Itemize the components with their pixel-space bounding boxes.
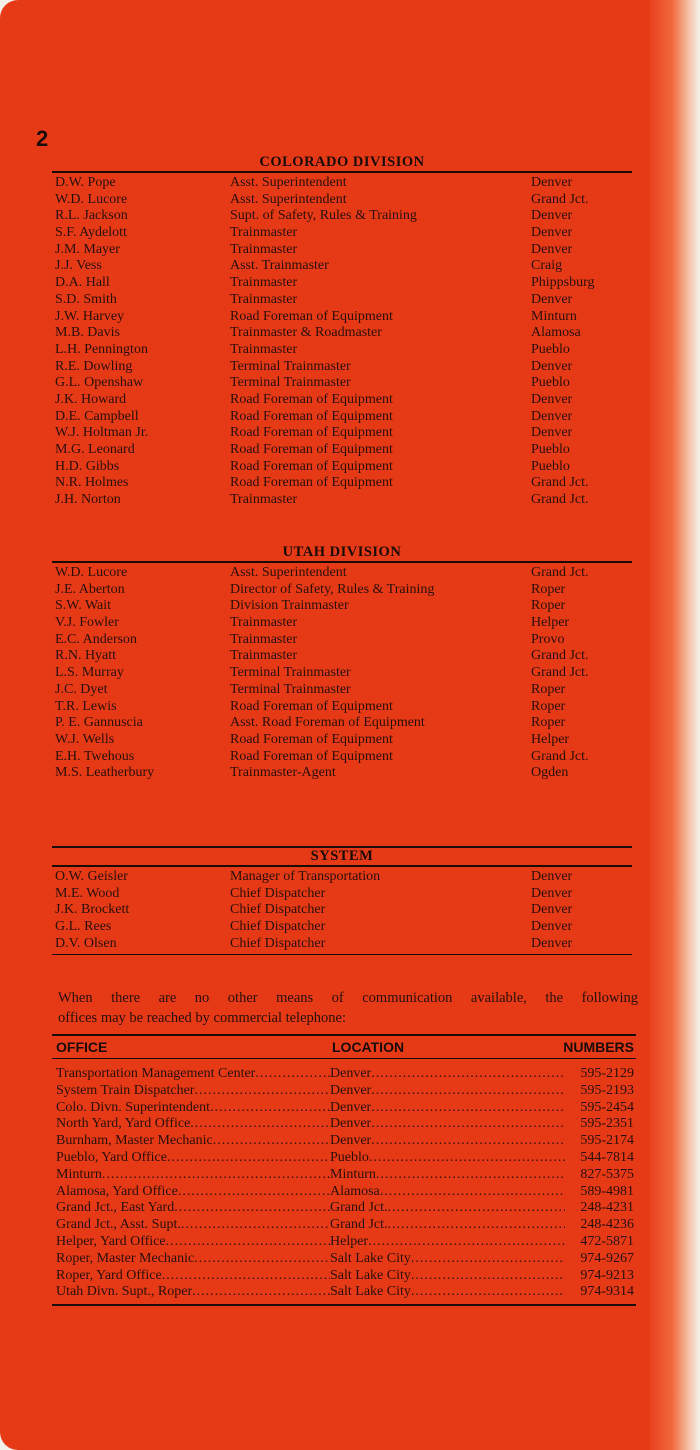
roster-row xyxy=(52,258,632,275)
job-location: Denver xyxy=(531,225,573,241)
roster-row xyxy=(52,292,632,309)
header-location: LOCATION xyxy=(332,1039,405,1055)
job-location: Pueblo xyxy=(531,341,570,357)
phone-number: 248-4236 xyxy=(580,1217,634,1233)
job-title: Trainmaster xyxy=(230,341,298,357)
job-title: Road Foreman of Equipment xyxy=(230,308,393,324)
roster-row xyxy=(52,275,632,292)
phone-number: 589-4981 xyxy=(580,1183,634,1199)
phone-number: 595-2174 xyxy=(580,1133,634,1149)
job-title: Asst. Superintendent xyxy=(230,175,347,190)
roster-row xyxy=(52,392,632,409)
job-title: Terminal Trainmaster xyxy=(230,358,351,374)
job-title: Trainmaster xyxy=(230,615,298,631)
section-title: COLORADO DIVISION xyxy=(259,154,425,170)
dot-leader xyxy=(388,1217,565,1234)
dot-leader xyxy=(102,1167,330,1184)
phone-row xyxy=(52,1150,636,1167)
job-title: Terminal Trainmaster xyxy=(230,681,351,697)
job-title: Trainmaster xyxy=(230,631,298,647)
office-name: Alamosa, Yard Office xyxy=(56,1183,178,1199)
job-title: Division Trainmaster xyxy=(230,598,349,614)
roster-row xyxy=(52,565,632,582)
office-name: Roper, Master Mechanic xyxy=(56,1250,195,1266)
office-location: Salt Lake City xyxy=(330,1284,411,1300)
phone-rows xyxy=(52,1059,636,1301)
office-location: Denver xyxy=(330,1099,372,1115)
person-name: V.J. Fowler xyxy=(55,615,119,631)
job-location: Roper xyxy=(531,715,566,731)
person-name: M.B. Davis xyxy=(55,325,120,341)
roster-row xyxy=(52,409,632,426)
job-title: Terminal Trainmaster xyxy=(230,375,351,391)
office-location: Grand Jct. xyxy=(330,1217,388,1233)
job-title: Trainmaster xyxy=(230,291,298,307)
office-name: Pueblo, Yard Office xyxy=(56,1149,167,1165)
job-location: Grand Jct. xyxy=(531,665,589,681)
utah-roster xyxy=(52,563,632,782)
person-name: G.L. Openshaw xyxy=(55,375,144,391)
person-name: S.F. Aydelott xyxy=(55,225,127,241)
office-name: Colo. Divn. Superintendent xyxy=(56,1099,210,1115)
colorado-division-section xyxy=(52,154,632,509)
dot-leader xyxy=(162,1268,330,1285)
person-name: M.E. Wood xyxy=(55,885,120,901)
phone-number: 827-5375 xyxy=(580,1166,634,1182)
job-location: Denver xyxy=(531,291,573,307)
job-location: Roper xyxy=(531,598,566,614)
person-name: D.A. Hall xyxy=(55,275,110,291)
person-name: W.D. Lucore xyxy=(55,565,128,580)
office-name: Minturn xyxy=(56,1166,102,1182)
roster-row xyxy=(52,665,632,682)
page-edge xyxy=(650,0,700,1450)
job-title: Road Foreman of Equipment xyxy=(230,442,393,457)
section-title: UTAH DIVISION xyxy=(282,544,402,560)
office-location: Pueblo xyxy=(330,1149,369,1165)
dot-leader xyxy=(411,1284,565,1301)
job-title: Chief Dispatcher xyxy=(230,902,326,918)
dot-leader xyxy=(380,1184,565,1201)
job-location: Denver xyxy=(531,885,573,901)
phone-row xyxy=(52,1167,636,1184)
person-name: R.L. Jackson xyxy=(55,208,128,224)
job-title: Road Foreman of Equipment xyxy=(230,425,393,441)
roster-row xyxy=(52,459,632,476)
office-name: Burnham, Master Mechanic xyxy=(56,1133,213,1149)
roster-row xyxy=(52,375,632,392)
job-title: Trainmaster xyxy=(230,648,298,664)
office-location: Salt Lake City xyxy=(330,1267,411,1283)
person-name: H.D. Gibbs xyxy=(55,458,120,474)
roster-row xyxy=(52,175,632,192)
phone-row xyxy=(52,1100,636,1117)
office-location: Grand Jct. xyxy=(330,1200,388,1216)
phone-row xyxy=(52,1200,636,1217)
job-title: Trainmaster xyxy=(230,275,298,291)
roster-row xyxy=(52,309,632,326)
person-name: J.M. Mayer xyxy=(55,241,120,257)
job-title: Supt. of Safety, Rules & Training xyxy=(230,208,417,224)
phone-directory xyxy=(52,1034,636,1306)
dot-leader xyxy=(371,1116,565,1133)
job-title: Asst. Superintendent xyxy=(230,565,347,580)
roster-row xyxy=(52,492,632,509)
job-location: Denver xyxy=(531,902,573,918)
person-name: M.G. Leonard xyxy=(55,442,135,457)
office-location: Helper xyxy=(330,1233,369,1249)
roster-row xyxy=(52,242,632,259)
office-name: Helper, Yard Office xyxy=(56,1233,166,1249)
roster-row xyxy=(52,902,632,919)
system-roster xyxy=(52,867,632,952)
roster-row xyxy=(52,919,632,936)
dot-leader xyxy=(178,1184,330,1201)
person-name: W.D. Lucore xyxy=(55,191,128,207)
office-location: Salt Lake City xyxy=(330,1250,411,1266)
phone-row xyxy=(52,1217,636,1234)
roster-row xyxy=(52,425,632,442)
dot-leader xyxy=(371,1083,565,1100)
job-location: Denver xyxy=(531,919,573,935)
job-location: Denver xyxy=(531,391,573,407)
job-location: Denver xyxy=(531,408,573,424)
telephone-intro xyxy=(58,988,638,1028)
dot-leader xyxy=(166,1234,330,1251)
job-title: Trainmaster xyxy=(230,241,298,257)
phone-row xyxy=(52,1251,636,1268)
roster-row xyxy=(52,208,632,225)
person-name: J.C. Dyet xyxy=(55,681,108,697)
office-name: North Yard, Yard Office xyxy=(56,1116,191,1132)
job-title: Trainmaster-Agent xyxy=(230,765,336,781)
job-location: Roper xyxy=(531,581,566,597)
job-title: Chief Dispatcher xyxy=(230,885,326,901)
office-location: Alamosa xyxy=(330,1183,380,1199)
office-location: Minturn xyxy=(330,1166,376,1182)
system-section xyxy=(52,846,632,955)
job-location: Grand Jct. xyxy=(531,492,589,508)
roster-row xyxy=(52,749,632,766)
job-title: Director of Safety, Rules & Training xyxy=(230,581,435,597)
job-location: Pueblo xyxy=(531,458,570,474)
job-title: Chief Dispatcher xyxy=(230,919,326,935)
dot-leader xyxy=(411,1251,565,1268)
office-name: Grand Jct., Asst. Supt. xyxy=(56,1217,181,1233)
person-name: R.N. Hyatt xyxy=(55,648,117,664)
job-location: Helper xyxy=(531,731,570,747)
dot-leader xyxy=(213,1133,330,1150)
dot-leader xyxy=(376,1167,565,1184)
job-title: Road Foreman of Equipment xyxy=(230,475,393,491)
roster-row xyxy=(52,342,632,359)
job-title: Road Foreman of Equipment xyxy=(230,391,393,407)
person-name: J.E. Aberton xyxy=(55,581,125,597)
roster-row xyxy=(52,648,632,665)
phone-row xyxy=(52,1184,636,1201)
dot-leader xyxy=(371,1066,565,1083)
office-name: Grand Jct., East Yard xyxy=(56,1200,175,1216)
job-location: Grand Jct. xyxy=(531,191,589,207)
job-location: Provo xyxy=(531,631,565,647)
dot-leader xyxy=(192,1284,330,1301)
roster-row xyxy=(52,886,632,903)
person-name: J.K. Howard xyxy=(55,391,127,407)
office-name: Transportation Management Center xyxy=(56,1066,256,1081)
phone-number: 544-7814 xyxy=(580,1149,634,1165)
header-office: OFFICE xyxy=(56,1039,108,1055)
dot-leader xyxy=(167,1150,330,1167)
person-name: L.H. Pennington xyxy=(55,341,148,357)
roster-row xyxy=(52,192,632,209)
phone-row xyxy=(52,1116,636,1133)
job-title: Trainmaster xyxy=(230,492,298,508)
roster-row xyxy=(52,582,632,599)
office-name: Roper, Yard Office xyxy=(56,1267,162,1283)
person-name: E.H. Twehous xyxy=(55,748,135,764)
phone-row xyxy=(52,1066,636,1083)
dot-leader xyxy=(368,1234,565,1251)
person-name: P. E. Gannuscia xyxy=(55,715,143,731)
person-name: W.J. Wells xyxy=(55,731,115,747)
phone-number: 595-2193 xyxy=(580,1082,634,1098)
office-location: Denver xyxy=(330,1082,372,1098)
intro-line-2: offices may be reached by commercial telephone: xyxy=(58,1010,346,1026)
phone-number: 974-9314 xyxy=(580,1284,634,1300)
roster-row xyxy=(52,359,632,376)
phone-number: 595-2129 xyxy=(580,1066,634,1081)
job-title: Road Foreman of Equipment xyxy=(230,458,393,474)
person-name: J.K. Brockett xyxy=(55,902,130,918)
roster-row xyxy=(52,869,632,886)
dot-leader xyxy=(190,1116,330,1133)
job-location: Denver xyxy=(531,175,573,190)
roster-row xyxy=(52,732,632,749)
person-name: W.J. Holtman Jr. xyxy=(55,425,149,441)
header-numbers: NUMBERS xyxy=(563,1039,634,1055)
person-name: J.H. Norton xyxy=(55,492,121,508)
roster-row xyxy=(52,598,632,615)
person-name: D.E. Campbell xyxy=(55,408,139,424)
job-location: Denver xyxy=(531,208,573,224)
job-location: Roper xyxy=(531,681,566,697)
dot-leader xyxy=(369,1150,565,1167)
job-location: Roper xyxy=(531,698,566,714)
job-location: Grand Jct. xyxy=(531,748,589,764)
roster-row xyxy=(52,325,632,342)
job-title: Asst. Trainmaster xyxy=(230,258,329,274)
roster-row xyxy=(52,765,632,782)
job-location: Grand Jct. xyxy=(531,475,589,491)
job-location: Pueblo xyxy=(531,375,570,391)
person-name: G.L. Rees xyxy=(55,919,112,935)
colorado-roster xyxy=(52,173,632,509)
roster-row xyxy=(52,442,632,459)
phone-row xyxy=(52,1234,636,1251)
job-location: Denver xyxy=(531,425,573,441)
dot-leader xyxy=(371,1100,565,1117)
job-title: Road Foreman of Equipment xyxy=(230,748,393,764)
roster-row xyxy=(52,632,632,649)
person-name: S.W. Wait xyxy=(55,598,112,614)
person-name: J.J. Vess xyxy=(55,258,102,274)
job-location: Helper xyxy=(531,615,570,631)
person-name: S.D. Smith xyxy=(55,291,117,307)
job-title: Road Foreman of Equipment xyxy=(230,698,393,714)
phone-row xyxy=(52,1268,636,1285)
dot-leader xyxy=(174,1200,330,1217)
roster-row xyxy=(52,615,632,632)
phone-row xyxy=(52,1284,636,1301)
phone-number: 974-9267 xyxy=(580,1250,634,1266)
dot-leader xyxy=(181,1217,330,1234)
roster-row xyxy=(52,699,632,716)
job-title: Asst. Superintendent xyxy=(230,191,347,207)
dot-leader xyxy=(194,1083,330,1100)
office-name: Utah Divn. Supt., Roper xyxy=(56,1284,193,1300)
job-location: Grand Jct. xyxy=(531,565,589,580)
phone-number: 595-2351 xyxy=(580,1116,634,1132)
dot-leader xyxy=(371,1133,565,1150)
utah-division-section xyxy=(52,544,632,782)
person-name: O.W. Geisler xyxy=(55,869,128,884)
job-location: Alamosa xyxy=(531,325,581,341)
job-title: Manager of Transportation xyxy=(230,869,381,884)
phone-number: 974-9213 xyxy=(580,1267,634,1283)
person-name: E.C. Anderson xyxy=(55,631,138,647)
job-location: Denver xyxy=(531,869,573,884)
section-title: SYSTEM xyxy=(310,848,374,864)
job-location: Minturn xyxy=(531,308,577,324)
page-number: 2 xyxy=(36,126,49,151)
dot-leader xyxy=(255,1066,330,1083)
job-location: Denver xyxy=(531,241,573,257)
office-name: System Train Dispatcher xyxy=(56,1082,195,1098)
job-title: Road Foreman of Equipment xyxy=(230,731,393,747)
roster-row xyxy=(52,715,632,732)
person-name: N.R. Holmes xyxy=(55,475,129,491)
phone-number: 248-4231 xyxy=(580,1200,634,1216)
section-rule-bottom xyxy=(52,954,632,955)
phone-header xyxy=(52,1036,636,1058)
phone-rule-bottom xyxy=(52,1304,636,1306)
phone-row xyxy=(52,1083,636,1100)
dot-leader xyxy=(411,1268,565,1285)
dot-leader xyxy=(194,1251,330,1268)
person-name: D.W. Pope xyxy=(55,175,116,190)
job-title: Terminal Trainmaster xyxy=(230,665,351,681)
job-location: Craig xyxy=(531,258,563,274)
job-title: Road Foreman of Equipment xyxy=(230,408,393,424)
job-location: Ogden xyxy=(531,765,569,781)
phone-number: 595-2454 xyxy=(580,1099,634,1115)
office-location: Denver xyxy=(330,1116,372,1132)
job-location: Denver xyxy=(531,358,573,374)
roster-row xyxy=(52,475,632,492)
office-location: Denver xyxy=(330,1133,372,1149)
phone-row xyxy=(52,1133,636,1150)
person-name: L.S. Murray xyxy=(55,665,124,681)
phone-number: 472-5871 xyxy=(580,1233,634,1249)
job-location: Grand Jct. xyxy=(531,648,589,664)
person-name: D.V. Olsen xyxy=(55,935,117,951)
dot-leader xyxy=(388,1200,565,1217)
job-location: Phippsburg xyxy=(531,275,595,291)
job-title: Trainmaster & Roadmaster xyxy=(230,325,382,341)
person-name: R.E. Dowling xyxy=(55,358,133,374)
job-title: Asst. Road Foreman of Equipment xyxy=(230,715,425,731)
office-location: Denver xyxy=(330,1066,372,1081)
person-name: M.S. Leatherbury xyxy=(55,765,155,781)
person-name: J.W. Harvey xyxy=(55,308,125,324)
job-location: Denver xyxy=(531,935,573,951)
intro-line-1: When there are no other means of communication available, the following xyxy=(58,990,638,1006)
roster-row xyxy=(52,682,632,699)
person-name: T.R. Lewis xyxy=(55,698,117,714)
roster-row xyxy=(52,936,632,953)
job-title: Trainmaster xyxy=(230,225,298,241)
roster-row xyxy=(52,225,632,242)
dot-leader xyxy=(210,1100,330,1117)
job-location: Pueblo xyxy=(531,442,570,457)
job-title: Chief Dispatcher xyxy=(230,935,326,951)
